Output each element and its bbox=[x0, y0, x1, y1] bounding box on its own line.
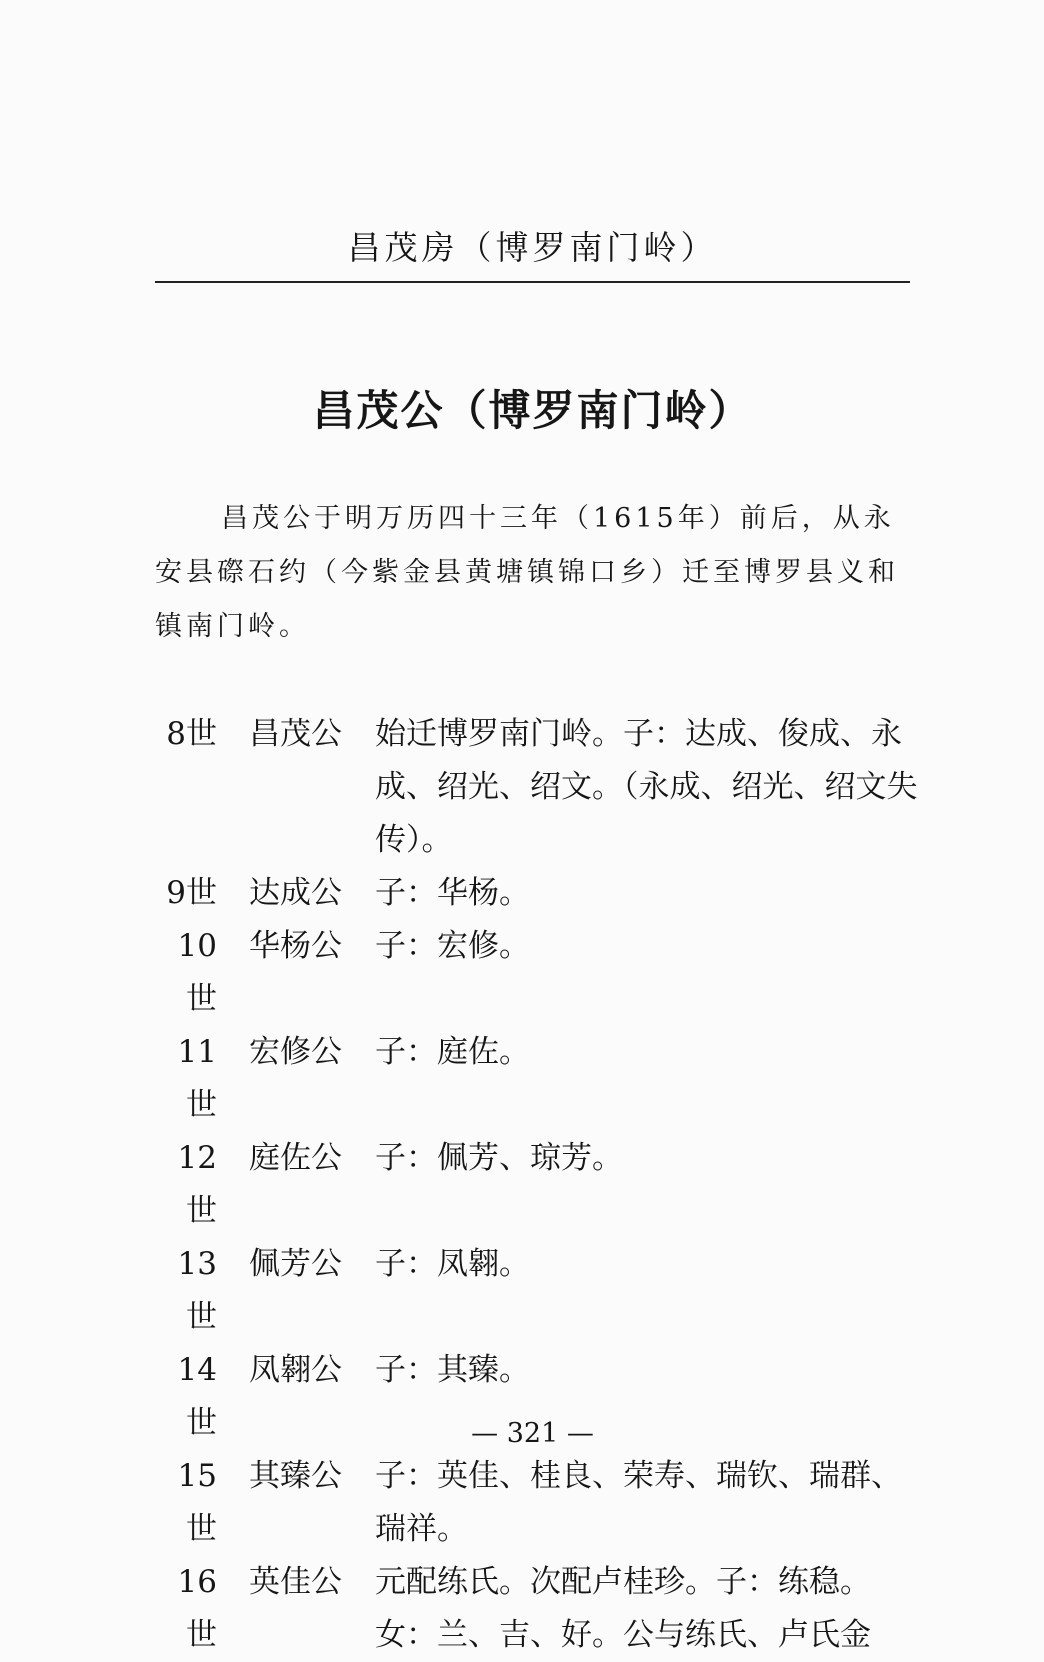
genealogy-entry bbox=[155, 1238, 920, 1344]
entry-description: 子：宏修。 bbox=[375, 928, 530, 964]
entry-description: 子：凤翱。 bbox=[375, 1246, 530, 1282]
ancestor-name: 庭佐公 bbox=[249, 1140, 342, 1176]
generation-number: 9世 bbox=[166, 875, 217, 911]
generation-number: 8世 bbox=[166, 716, 217, 752]
generation-number: 14世 bbox=[177, 1352, 217, 1441]
chapter-title: 昌茂公（博罗南门岭） bbox=[312, 386, 753, 435]
intro-paragraph: 昌茂公于明万历四十三年（1615年）前后，从永安县磜石约（今紫金县黄塘镇锦口乡）迁至博罗县义和镇南门岭。 bbox=[155, 503, 899, 642]
entry-description: 子：华杨。 bbox=[375, 875, 530, 911]
genealogy-entry bbox=[155, 1556, 920, 1662]
ancestor-name: 凤翱公 bbox=[249, 1352, 342, 1388]
generation-number: 10世 bbox=[177, 928, 217, 1017]
generation-number: 16世 bbox=[177, 1564, 217, 1653]
entry-description: 子：佩芳、琼芳。 bbox=[375, 1140, 623, 1176]
entry-description: 始迁博罗南门岭。子：达成、俊成、永成、绍光、绍文。（永成、绍光、绍文失传）。 bbox=[375, 716, 918, 858]
ancestor-name: 其臻公 bbox=[249, 1458, 342, 1494]
entry-description: 元配练氏。次配卢桂珍。子：练稳。女：兰、吉、好。公与练氏、卢氏金 bbox=[375, 1564, 871, 1653]
genealogy-entry bbox=[155, 920, 920, 1026]
generation-number: 12世 bbox=[177, 1140, 217, 1229]
genealogy-entry bbox=[155, 708, 920, 867]
entry-description: 子：英佳、桂良、荣寿、瑞钦、瑞群、瑞祥。 bbox=[375, 1458, 902, 1547]
generation-number: 13世 bbox=[177, 1246, 217, 1335]
ancestor-name: 佩芳公 bbox=[249, 1246, 342, 1282]
genealogy-entry bbox=[155, 1026, 920, 1132]
entry-description: 子：庭佐。 bbox=[375, 1034, 530, 1070]
running-header: 昌茂房（博罗南门岭） bbox=[347, 228, 718, 267]
ancestor-name: 达成公 bbox=[249, 875, 342, 911]
header-rule bbox=[155, 281, 910, 283]
page-number: — 321 — bbox=[471, 1418, 594, 1449]
generation-number: 11世 bbox=[177, 1034, 217, 1123]
generation-number: 15世 bbox=[177, 1458, 217, 1547]
ancestor-name: 昌茂公 bbox=[249, 716, 342, 752]
entry-description: 子：其臻。 bbox=[375, 1352, 530, 1388]
genealogy-entry bbox=[155, 1132, 920, 1238]
genealogy-entry bbox=[155, 867, 920, 920]
ancestor-name: 宏修公 bbox=[249, 1034, 342, 1070]
ancestor-name: 英佳公 bbox=[249, 1564, 342, 1600]
ancestor-name: 华杨公 bbox=[249, 928, 342, 964]
genealogy-entry bbox=[155, 1450, 920, 1556]
genealogy-list bbox=[155, 708, 920, 1662]
